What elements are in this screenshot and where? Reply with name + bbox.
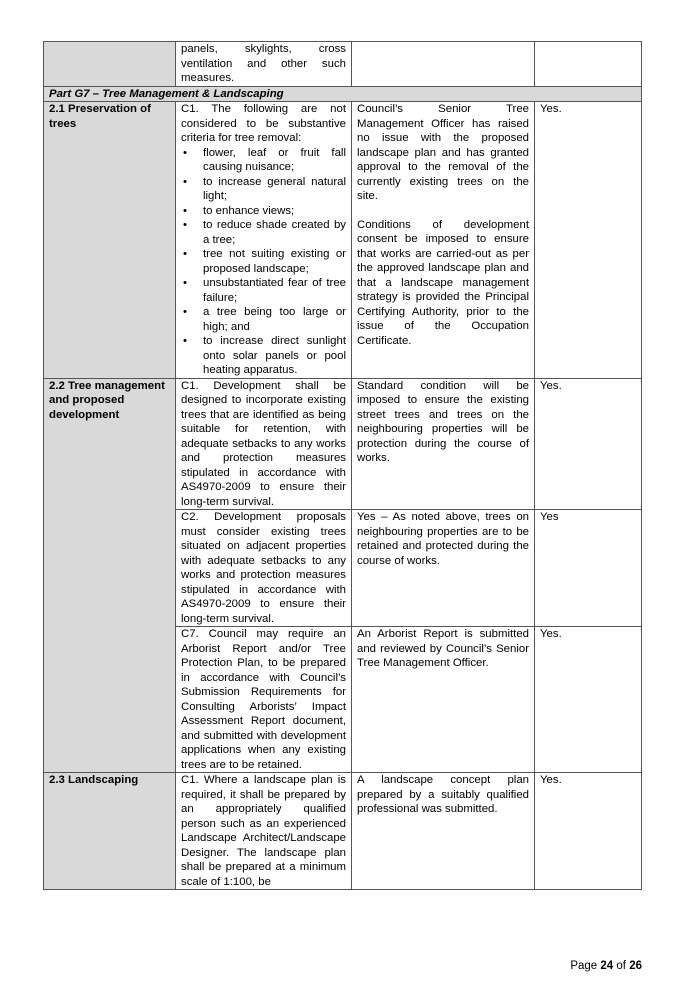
list-item: • a tree being too large or high; and (181, 305, 346, 334)
control-cell: C7. Council may require an Arborist Report and/or Tree Protection Plan, to be prepared in accordance with Council’s Submission Requirements for Consulting Arborists’ Impact Assessment Report document, and submitted with development applications when any existing trees are to be retained. (176, 627, 352, 773)
comment-cell: Yes – As noted above, trees on neighbouring properties are to be retained and protected during the course of works. (352, 510, 535, 627)
compliance-cell (535, 42, 642, 87)
control-cell: panels, skylights, cross ventilation and other such measures. (176, 42, 352, 87)
comment-cell: A landscape concept plan prepared by a suitably qualified professional was submitted. (352, 773, 535, 890)
comment-cell (352, 102, 535, 379)
heading-cell (44, 42, 176, 87)
compliance-cell: Yes. (535, 627, 642, 773)
criteria-list (181, 146, 346, 378)
table-row (44, 378, 642, 510)
current-page: 24 (600, 960, 614, 972)
section-heading-row (44, 86, 642, 102)
control-cell: C2. Development proposals must consider existing trees situated on adjacent properties with adequate setbacks to any works and protection measures stipulated in accordance with AS4970-2009 to ensure their long-term survival. (176, 510, 352, 627)
comment-cell (352, 42, 535, 87)
compliance-cell: Yes. (535, 773, 642, 890)
comment-cell: An Arborist Report is submitted and reviewed by Council’s Senior Tree Management Officer. (352, 627, 535, 773)
control-cell (176, 102, 352, 379)
list-item: • tree not suiting existing or proposed landscape; (181, 247, 346, 276)
assessment-table (43, 41, 642, 890)
compliance-cell: Yes. (535, 102, 642, 379)
list-item: • to enhance views; (181, 204, 346, 219)
list-item: • flower, leaf or fruit fall causing nuisance; (181, 146, 346, 175)
section-heading: Part G7 – Tree Management & Landscaping (44, 86, 642, 102)
list-item: • to increase general natural light; (181, 175, 346, 204)
heading-cell: 2.2 Tree management and proposed development (44, 378, 176, 773)
heading-cell: 2.1 Preservation of trees (44, 102, 176, 379)
comment-paragraph: Council’s Senior Tree Management Officer has raised no issue with the proposed landscape plan and has granted approval to the removal of the currently existing trees on the site. (357, 103, 529, 202)
page-label: Page (570, 960, 598, 972)
table-row (44, 102, 642, 379)
control-cell: C1. Development shall be designed to incorporate existing trees that are identified as being suitable for retention, with adequate setbacks to any works and protection measures stipulated in accordance with AS4970-2009 to ensure their long-term survival. (176, 378, 352, 510)
list-item: • unsubstantiated fear of tree failure; (181, 276, 346, 305)
of-label: of (616, 960, 626, 972)
heading-cell: 2.3 Landscaping (44, 773, 176, 890)
comment-cell: Standard condition will be imposed to ensure the existing street trees and trees on the neighbouring properties will be protection during the course of works. (352, 378, 535, 510)
table-row (44, 42, 642, 87)
table-row (44, 773, 642, 890)
compliance-cell: Yes (535, 510, 642, 627)
page-number (570, 960, 642, 972)
control-cell: C1. Where a landscape plan is required, it shall be prepared by an appropriately qualified person such as an experienced Landscape Architect/Landscape Designer. The landscape plan shall be prepared at a minimum scale of 1:100, be (176, 773, 352, 890)
compliance-cell: Yes. (535, 378, 642, 510)
control-intro: C1. The following are not considered to be substantive criteria for tree removal: (181, 103, 346, 144)
list-item: • to reduce shade created by a tree; (181, 218, 346, 247)
list-item: • to increase direct sunlight onto solar panels or pool heating apparatus. (181, 334, 346, 378)
comment-paragraph: Conditions of development consent be imposed to ensure that works are carried-out as per the approved landscape plan and that a landscape management strategy is provided the Principal Certifying Authority, prior to the issue of the Occupation Certificate. (357, 218, 529, 347)
total-pages: 26 (629, 960, 642, 972)
